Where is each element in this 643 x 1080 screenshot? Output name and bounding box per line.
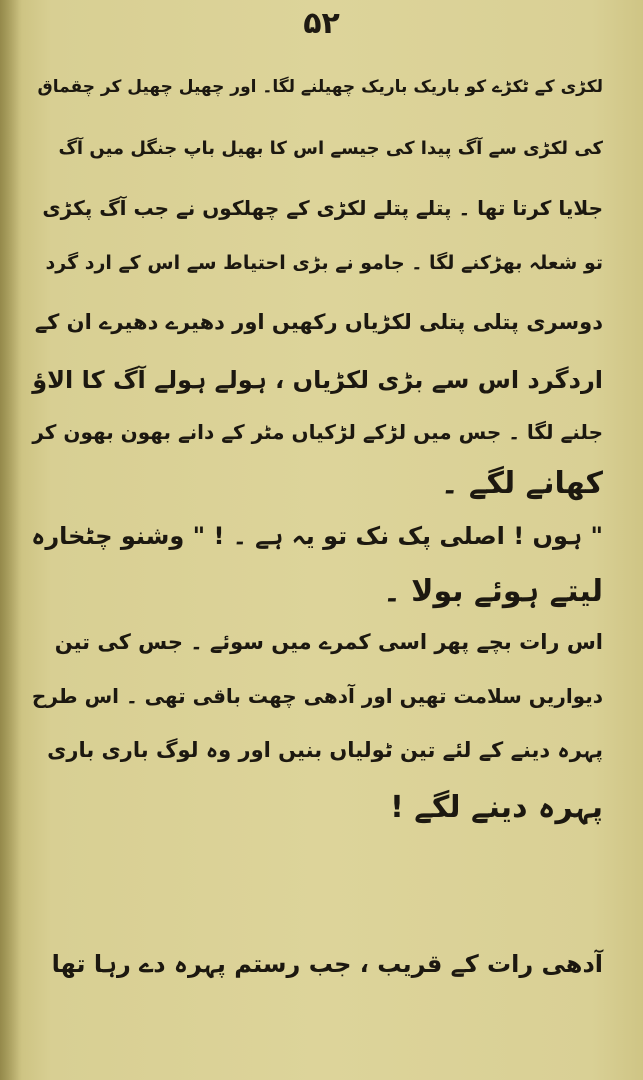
paragraph-2-line-2: لیتے ہوئے بولا ۔ xyxy=(383,574,603,609)
page-spine-shadow xyxy=(0,0,22,1080)
paragraph-1-line-4: تو شعلہ بھڑکنے لگا ۔ جامو نے بڑی احتیاط سے اس کے ارد گرد xyxy=(45,252,603,274)
paragraph-1-line-2: کی لکڑی سے آگ پیدا کی جیسے اس کا بھیل باپ جنگل میں آگ xyxy=(58,138,603,159)
paragraph-2-line-1: " ہوں ! اصلی پک نک تو یہ ہے ۔ ! " وشنو چٹخارہ xyxy=(31,522,603,550)
paragraph-1-line-6: اردگرد اس سے بڑی لکڑیاں ، ہولے ہولے آگ کا الاؤ xyxy=(32,366,603,394)
paragraph-3-line-1: اس رات بچے پھر اسی کمرے میں سوئے ۔ جس کی تین xyxy=(54,630,603,654)
page-number: ۵۲ xyxy=(303,6,340,41)
paragraph-1-line-7: جلنے لگا ۔ جس میں لڑکے لڑکیاں مٹر کے دانے بھون بھون کر xyxy=(32,420,603,444)
paragraph-3-line-2: دیواریں سلامت تھیں اور آدھی چھت باقی تھی ۔ اس طرح xyxy=(31,684,603,708)
paragraph-3-line-4: پہرہ دینے لگے ! xyxy=(390,790,603,825)
paragraph-4-line-1: آدھی رات کے قریب ، جب رستم پہرہ دے رہا تھا xyxy=(51,950,603,978)
paragraph-1-line-3: جلایا کرتا تھا ۔ پتلے پتلے لکڑی کے چھلکوں نے جب آگ پکڑی xyxy=(42,196,603,220)
paragraph-1-line-5: دوسری پتلی پتلی لکڑیاں رکھیں اور دھیرے دھیرے ان کے xyxy=(34,310,603,334)
paragraph-1-line-8: کھانے لگے ۔ xyxy=(440,466,603,501)
paragraph-3-line-3: پہرہ دینے کے لئے تین ٹولیاں بنیں اور وہ لوگ باری باری xyxy=(47,738,603,762)
paragraph-1-line-1: لکڑی کے ٹکڑے کو باریک باریک چھیلنے لگا۔ اور چھیل چھیل کر چقماق xyxy=(37,77,603,97)
